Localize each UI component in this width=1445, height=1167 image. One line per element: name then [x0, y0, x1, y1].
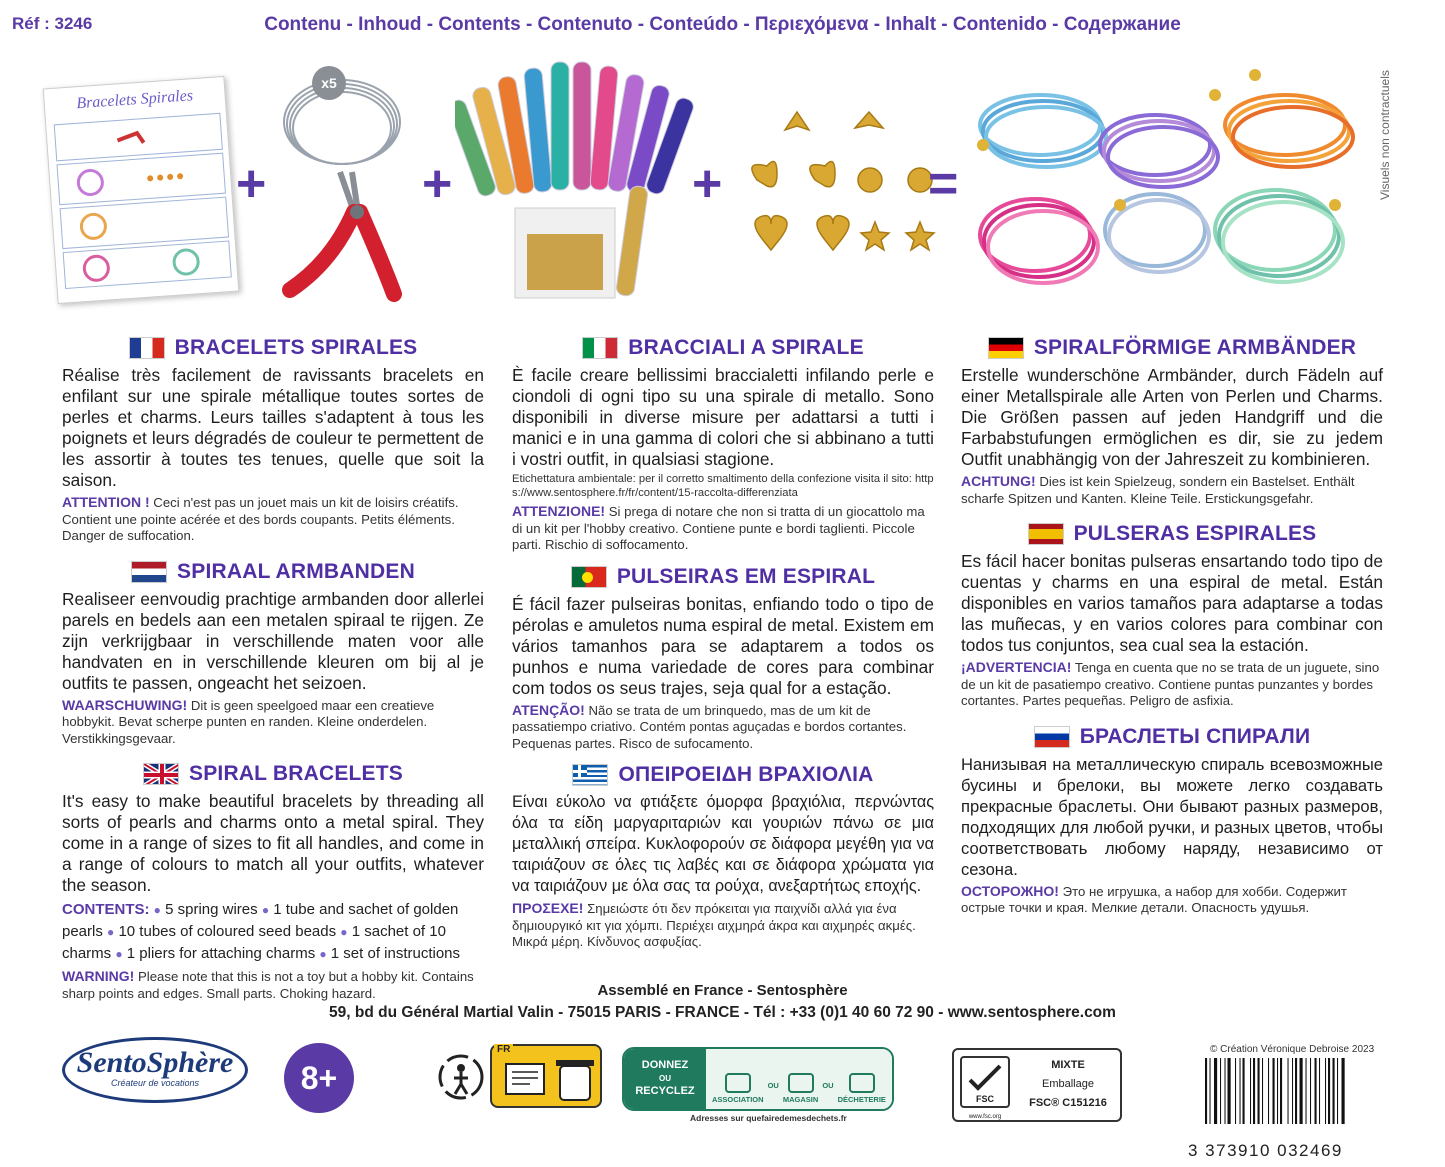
barcode-number: 3 373910 032469 — [1188, 1141, 1343, 1160]
association-option: ASSOCIATION — [712, 1073, 764, 1104]
warning-fr — [62, 494, 484, 545]
warning-label-de: ACHTUNG! — [961, 473, 1036, 489]
warning-label-it: ATTENZIONE! — [512, 503, 606, 519]
ou-separator: OU — [767, 1081, 779, 1090]
section-body-it: È facile creare bellissimi braccialetti infilando perle e ciondoli di ogni tipo su una spirale di metallo. Sono disponibili in diverse misure per adattarsi a tutti i manici e in una gamma di colori che si abbinano a tutti i vostri outfit, in qualsiasi stagione. — [512, 365, 934, 469]
column-left — [62, 333, 484, 1002]
recycling-address: Adresses sur quefairedemesdechets.fr — [690, 1113, 847, 1123]
section-title-nl: SPIRAAL ARMBANDEN — [177, 559, 415, 583]
warning-es — [961, 659, 1383, 710]
warning-pt — [512, 702, 934, 753]
plus-sign-1: + — [236, 155, 267, 213]
section-title-gr: ΟΠΕΙΡΟΕΙΔΗ ΒΡΑΧΙΟΛΙΑ — [618, 763, 874, 786]
contents-item: 10 tubes of coloured seed beads — [118, 923, 337, 940]
plus-sign-2: + — [422, 155, 453, 213]
barcode-bar — [1277, 1058, 1278, 1124]
donnez-recyclez-box — [622, 1047, 894, 1111]
bullet-icon: ● — [153, 903, 161, 917]
warning-text-pt: Não se trata de um brinquedo, mas de um kit de passatiempo criativo. Contém pontas aguçadas e bordos cortantes. Pequenas partes. Risco de sufocamento. — [512, 702, 907, 751]
pliers-icon — [272, 62, 412, 302]
warning-label-pt: ATENÇÃO! — [512, 701, 585, 718]
column-middle — [512, 333, 934, 951]
bullet-icon: ● — [340, 925, 348, 939]
warning-text-es: Tenga en cuenta que no se trata de un juguete, sino de un kit de pasatiempo creativo. Contiene puntas punzantes y bordes cortantes. Partes pequeñas. Peligro de asfixia. — [961, 660, 1380, 708]
barcode-bar — [1292, 1058, 1293, 1124]
warning-label-gr: ΠΡΟΣΕΧΕ! — [512, 900, 584, 916]
bead-tubes-icon — [455, 58, 695, 303]
copyright: © Création Véronique Debroise 2023 — [1210, 1044, 1375, 1055]
fsc-emballage: Emballage — [1042, 1078, 1094, 1090]
barcode-bar — [1214, 1058, 1217, 1124]
warning-text-nl: Dit is geen speelgoed maar een creatieve hobbykit. Bevat scherpe punten en randen. Kleine onderdelen. Verstikkingsgevaar. — [62, 697, 435, 746]
section-header-es — [961, 519, 1383, 549]
fsc-code: FSC® C151216 — [1029, 1097, 1107, 1109]
donnez-label-block — [624, 1049, 706, 1109]
barcode-bar — [1328, 1058, 1330, 1124]
section-title-pt: PULSEIRAS EM ESPIRAL — [616, 564, 876, 588]
section-header-en — [62, 759, 484, 789]
recycle-center-icon — [849, 1073, 875, 1093]
barcode-bar — [1337, 1058, 1338, 1124]
germany-flag-icon — [988, 337, 1024, 359]
russia-flag-icon — [1034, 726, 1070, 748]
barcode-bar — [1306, 1058, 1307, 1124]
fsc-tree-icon: FSC www.fsc.org — [960, 1056, 1010, 1108]
pliers-and-wire-image — [272, 62, 412, 302]
section-body-fr: Réalise très facilement de ravissants bracelets en enfilant sur une spirale métallique toutes sortes de perles et charms. Leurs tailles s'adaptent à tous les poignets et leurs dégradés de couleur te permettent de les assortir à toutes tes tenues, quelle que soit la saison. — [62, 365, 484, 490]
spain-flag-icon — [1028, 523, 1064, 545]
warning-de — [961, 473, 1383, 507]
warning-label-es: ¡ADVERTENCIA! — [961, 659, 1072, 675]
section-header-de — [961, 333, 1383, 363]
magasin-option: MAGASIN — [783, 1073, 818, 1104]
warning-gr — [512, 900, 934, 951]
section-header-ru — [961, 722, 1383, 752]
barcode-bar — [1280, 1058, 1282, 1124]
barcode-bar — [1310, 1058, 1311, 1124]
bullet-icon: ● — [319, 947, 327, 961]
fsc-text — [1018, 1056, 1118, 1113]
france-flag-icon — [129, 337, 165, 359]
address-line: 59, bd du Général Martial Valin - 75015 PARIS - FRANCE - Tél : +33 (0)1 40 60 72 90 - www.sentosphere.com — [329, 1004, 1116, 1021]
barcode-bar — [1315, 1058, 1317, 1124]
warning-label-nl: WAARSCHUWING! — [62, 696, 188, 713]
barcode-bar — [1235, 1058, 1236, 1124]
barcode-bar — [1325, 1058, 1326, 1124]
barcode-bar — [1300, 1058, 1303, 1124]
fsc-mixte: MIXTE — [1051, 1059, 1085, 1071]
age-badge: 8+ — [284, 1043, 354, 1113]
tree-check-icon — [962, 1060, 1008, 1092]
contents-item: 1 pliers for attaching charms — [126, 945, 316, 962]
barcode-bar — [1288, 1058, 1289, 1124]
equals-sign: = — [928, 155, 959, 213]
paper-and-bin-icon — [492, 1046, 604, 1110]
barcode-bar — [1228, 1058, 1231, 1124]
side-note: Visuels non contractuels — [1378, 70, 1392, 200]
ou-label: OU — [659, 1074, 671, 1083]
section-title-en: SPIRAL BRACELETS — [189, 762, 403, 785]
section-body-ru: Нанизывая на металлическую спираль всевозможные бусины и брелоки, вы можете легко создавать прекрасные браслеты. Они бывают разных размеров, подходящих для любой ручки, и разных цветов, чтобы соответствовать любому наряду, независимо от сезона. — [961, 754, 1383, 879]
fr-tag: FR — [494, 1044, 513, 1055]
barcode-bar — [1205, 1058, 1207, 1124]
logo-tagline: Créateur de vocations — [110, 1078, 200, 1088]
charms-image — [735, 100, 940, 265]
recyclez-label: RECYCLEZ — [635, 1085, 695, 1097]
instructions-sheet-title: Bracelets Spirales — [75, 87, 194, 113]
netherlands-flag-icon — [131, 561, 167, 583]
heart-hands-icon — [725, 1073, 751, 1093]
warning-text-de: Dies ist kein Spielzeug, sondern ein Bastelset. Enthält scharfe Spitzen und Kanten. Kleine Teile. Erstickungsgefahr. — [961, 474, 1355, 506]
contents-label: CONTENTS: — [62, 901, 150, 918]
barcode-bar — [1240, 1058, 1241, 1124]
warning-text-gr: Σημειώστε ότι δεν πρόκειται για παιχνίδι αλλά για ένα δημιουργικό κιτ για χόμπι. Περιέχει αιχμηρά άκρα και αιχμηρές ακμές. Μικρά μέρη. Κίνδυνος ασφυξίας. — [512, 901, 916, 949]
bullet-icon: ● — [115, 947, 123, 961]
warning-label-fr: ATTENTION ! — [62, 494, 150, 510]
section-title-es: PULSERAS ESPIRALES — [1073, 522, 1317, 545]
donnez-label: DONNEZ — [641, 1059, 689, 1071]
section-header-pt — [512, 562, 934, 592]
section-title-it: BRACCIALI A SPIRALE — [628, 336, 864, 359]
section-title-ru: БРАСЛЕТЫ СПИРАЛИ — [1079, 724, 1311, 748]
charms-icon — [735, 100, 940, 265]
warning-nl — [62, 697, 484, 748]
section-header-gr — [512, 760, 934, 790]
contents-item: 1 set of instructions — [330, 945, 461, 962]
plus-sign-3: + — [692, 155, 723, 213]
sorting-info-box — [490, 1044, 602, 1108]
warning-text-ru: Это не игрушка, а набор для хобби. Содержит острые точки и края. Мелкие детали. Опасность удушья. — [961, 883, 1347, 915]
contents-item: 5 spring wires — [165, 901, 258, 918]
barcode-bar — [1262, 1058, 1263, 1124]
barcode-bar — [1268, 1058, 1269, 1124]
triman-recycling-icon — [436, 1052, 486, 1102]
barcode-bar — [1210, 1058, 1211, 1124]
portugal-flag-icon — [571, 566, 607, 588]
donnez-options — [706, 1049, 892, 1109]
decheterie-option: DÉCHETERIE — [838, 1073, 886, 1104]
section-body-gr: Είναι εύκολο να φτιάξετε όμορφα βραχιόλια, περνώντας όλα τα είδη μαργαριταριών και γουριών πάνω σε μια μεταλλική σπείρα. Κυκλοφορούν σε διάφορα μεγέθη για να ταιριάζουν σε όλες τις λαβές και σε διάφορα χρώματα για να ταιριάζουν με όλα σας τα ρούχα, ανεξαρτήτως εποχής. — [512, 793, 934, 895]
shop-icon — [788, 1073, 814, 1093]
fsc-url: www.fsc.org — [968, 1114, 1002, 1120]
assembly-line: Assemblé en France - Sentosphère — [597, 982, 848, 999]
barcode-bar — [1319, 1058, 1320, 1124]
warning-ru — [961, 883, 1383, 917]
section-header-nl — [62, 557, 484, 587]
section-title-fr: BRACELETS SPIRALES — [174, 336, 418, 359]
section-header-fr — [62, 333, 484, 363]
instructions-sheet-image — [43, 76, 240, 304]
warning-label-ru: ОСТОРОЖНО! — [961, 882, 1059, 899]
section-header-it — [512, 333, 934, 363]
column-right — [961, 333, 1383, 917]
barcode — [1205, 1058, 1391, 1124]
barcode-bar — [1250, 1058, 1251, 1124]
barcode-bar — [1225, 1058, 1226, 1124]
barcode-bar — [1258, 1058, 1260, 1124]
greece-flag-icon — [572, 764, 608, 786]
barcode-bar — [1333, 1058, 1335, 1124]
section-title-de: SPIRALFÖRMIGE ARMBÄNDER — [1033, 336, 1357, 359]
section-body-de: Erstelle wunderschöne Armbänder, durch Fädeln auf einer Metallspirale alle Arten von Perlen und Charms. Die Größen passen auf jeden Handgriff und die Farbabstufungen ermöglichen es dir, sie zu jedem Outfit unabhängig von der Jahreszeit zu kombinieren. — [961, 365, 1383, 469]
finished-bracelets-image — [965, 55, 1365, 305]
barcode-bar — [1273, 1058, 1275, 1124]
warning-text-it: Si prega di notare che non si tratta di un giocattolo ma di un kit per l'hobby creativo. Contiene punte e bordi taglienti. Piccole parti. Rischio di soffocamento. — [512, 504, 925, 552]
italy-flag-icon — [582, 337, 618, 359]
bullet-icon: ● — [261, 903, 270, 917]
ou-separator: OU — [822, 1081, 834, 1090]
contents-list — [62, 899, 484, 965]
wire-count-badge: x5 — [312, 66, 346, 100]
warning-text-fr: Ceci n'est pas un jouet mais un kit de loisirs créatifs. Contient une pointe acérée et des bords coupants. Petits éléments. Danger de suffocation. — [62, 495, 459, 543]
bead-tubes-image — [455, 58, 695, 303]
logo-name: SentoSphère — [76, 1046, 234, 1079]
barcode-bar — [1220, 1058, 1221, 1124]
barcode-bar — [1243, 1058, 1245, 1124]
section-body-nl: Realiseer eenvoudig prachtige armbanden door allerlei parels en bedels aan een metalen spiraal te rijgen. Ze zijn verkrijgbaar in verschillende maten voor alle handvaten en in verschillende kleuren om bij al je outfits te passen, ongeacht het seizoen. — [62, 588, 484, 693]
warning-text-en: Please note that this is not a toy but a hobby kit. Contains sharp points and edges. Small parts. Choking hazard. — [62, 969, 474, 1001]
contents-item: 1 sachet of 10 charms — [62, 923, 446, 962]
section-body-pt: É fácil fazer pulseiras bonitas, enfiando todo o tipo de pérolas e amuletos numa espiral de metal. Existem em vários tamanhos para se adaptarem a todos os punhos e numa variedade de cores para combinar com todos os seus trajes, seja qual for a estação. — [512, 593, 934, 698]
instructions-diagram — [46, 103, 240, 295]
warning-it — [512, 503, 934, 554]
section-body-en: It's easy to make beautiful bracelets by threading all sorts of pearls and charms onto a metal spiral. They come in a range of sizes to fit all handles, and come in a range of colours to match all your outfits, whatever the season. — [62, 791, 484, 895]
barcode-bar — [1342, 1058, 1345, 1124]
environmental-note-it: Etichettatura ambientale: per il corretto smaltimento della confezione visita il sito: https://www.sentosphere.fr/fr/content/15-raccolta-differenziata — [512, 473, 934, 499]
sentosphere-logo — [62, 1037, 248, 1103]
reference-number: Réf : 3246 — [12, 14, 93, 33]
bullet-icon: ● — [107, 925, 115, 939]
contents-title: Contenu - Inhoud - Contents - Contenuto - Conteúdo - Περιεχόμενα - Inhalt - Contenido - Содержание — [264, 14, 1181, 35]
contents-item: 1 tube and sachet of golden pearls — [62, 901, 459, 940]
barcode-bar — [1295, 1058, 1297, 1124]
uk-flag-icon — [143, 763, 179, 785]
barcode-bar — [1253, 1058, 1255, 1124]
warning-label-en: WARNING! — [62, 968, 135, 984]
section-body-es: Es fácil hacer bonitas pulseras ensartando todo tipo de cuentas y charms en una espiral de metal. Están disponibles en varios tamaños para adaptarse a todas las muñecas, y en varios colores para combinar con todos tus conjuntos, sea cual sea la estación. — [961, 551, 1383, 655]
bracelets-icon — [965, 55, 1365, 305]
fsc-label — [952, 1048, 1122, 1122]
